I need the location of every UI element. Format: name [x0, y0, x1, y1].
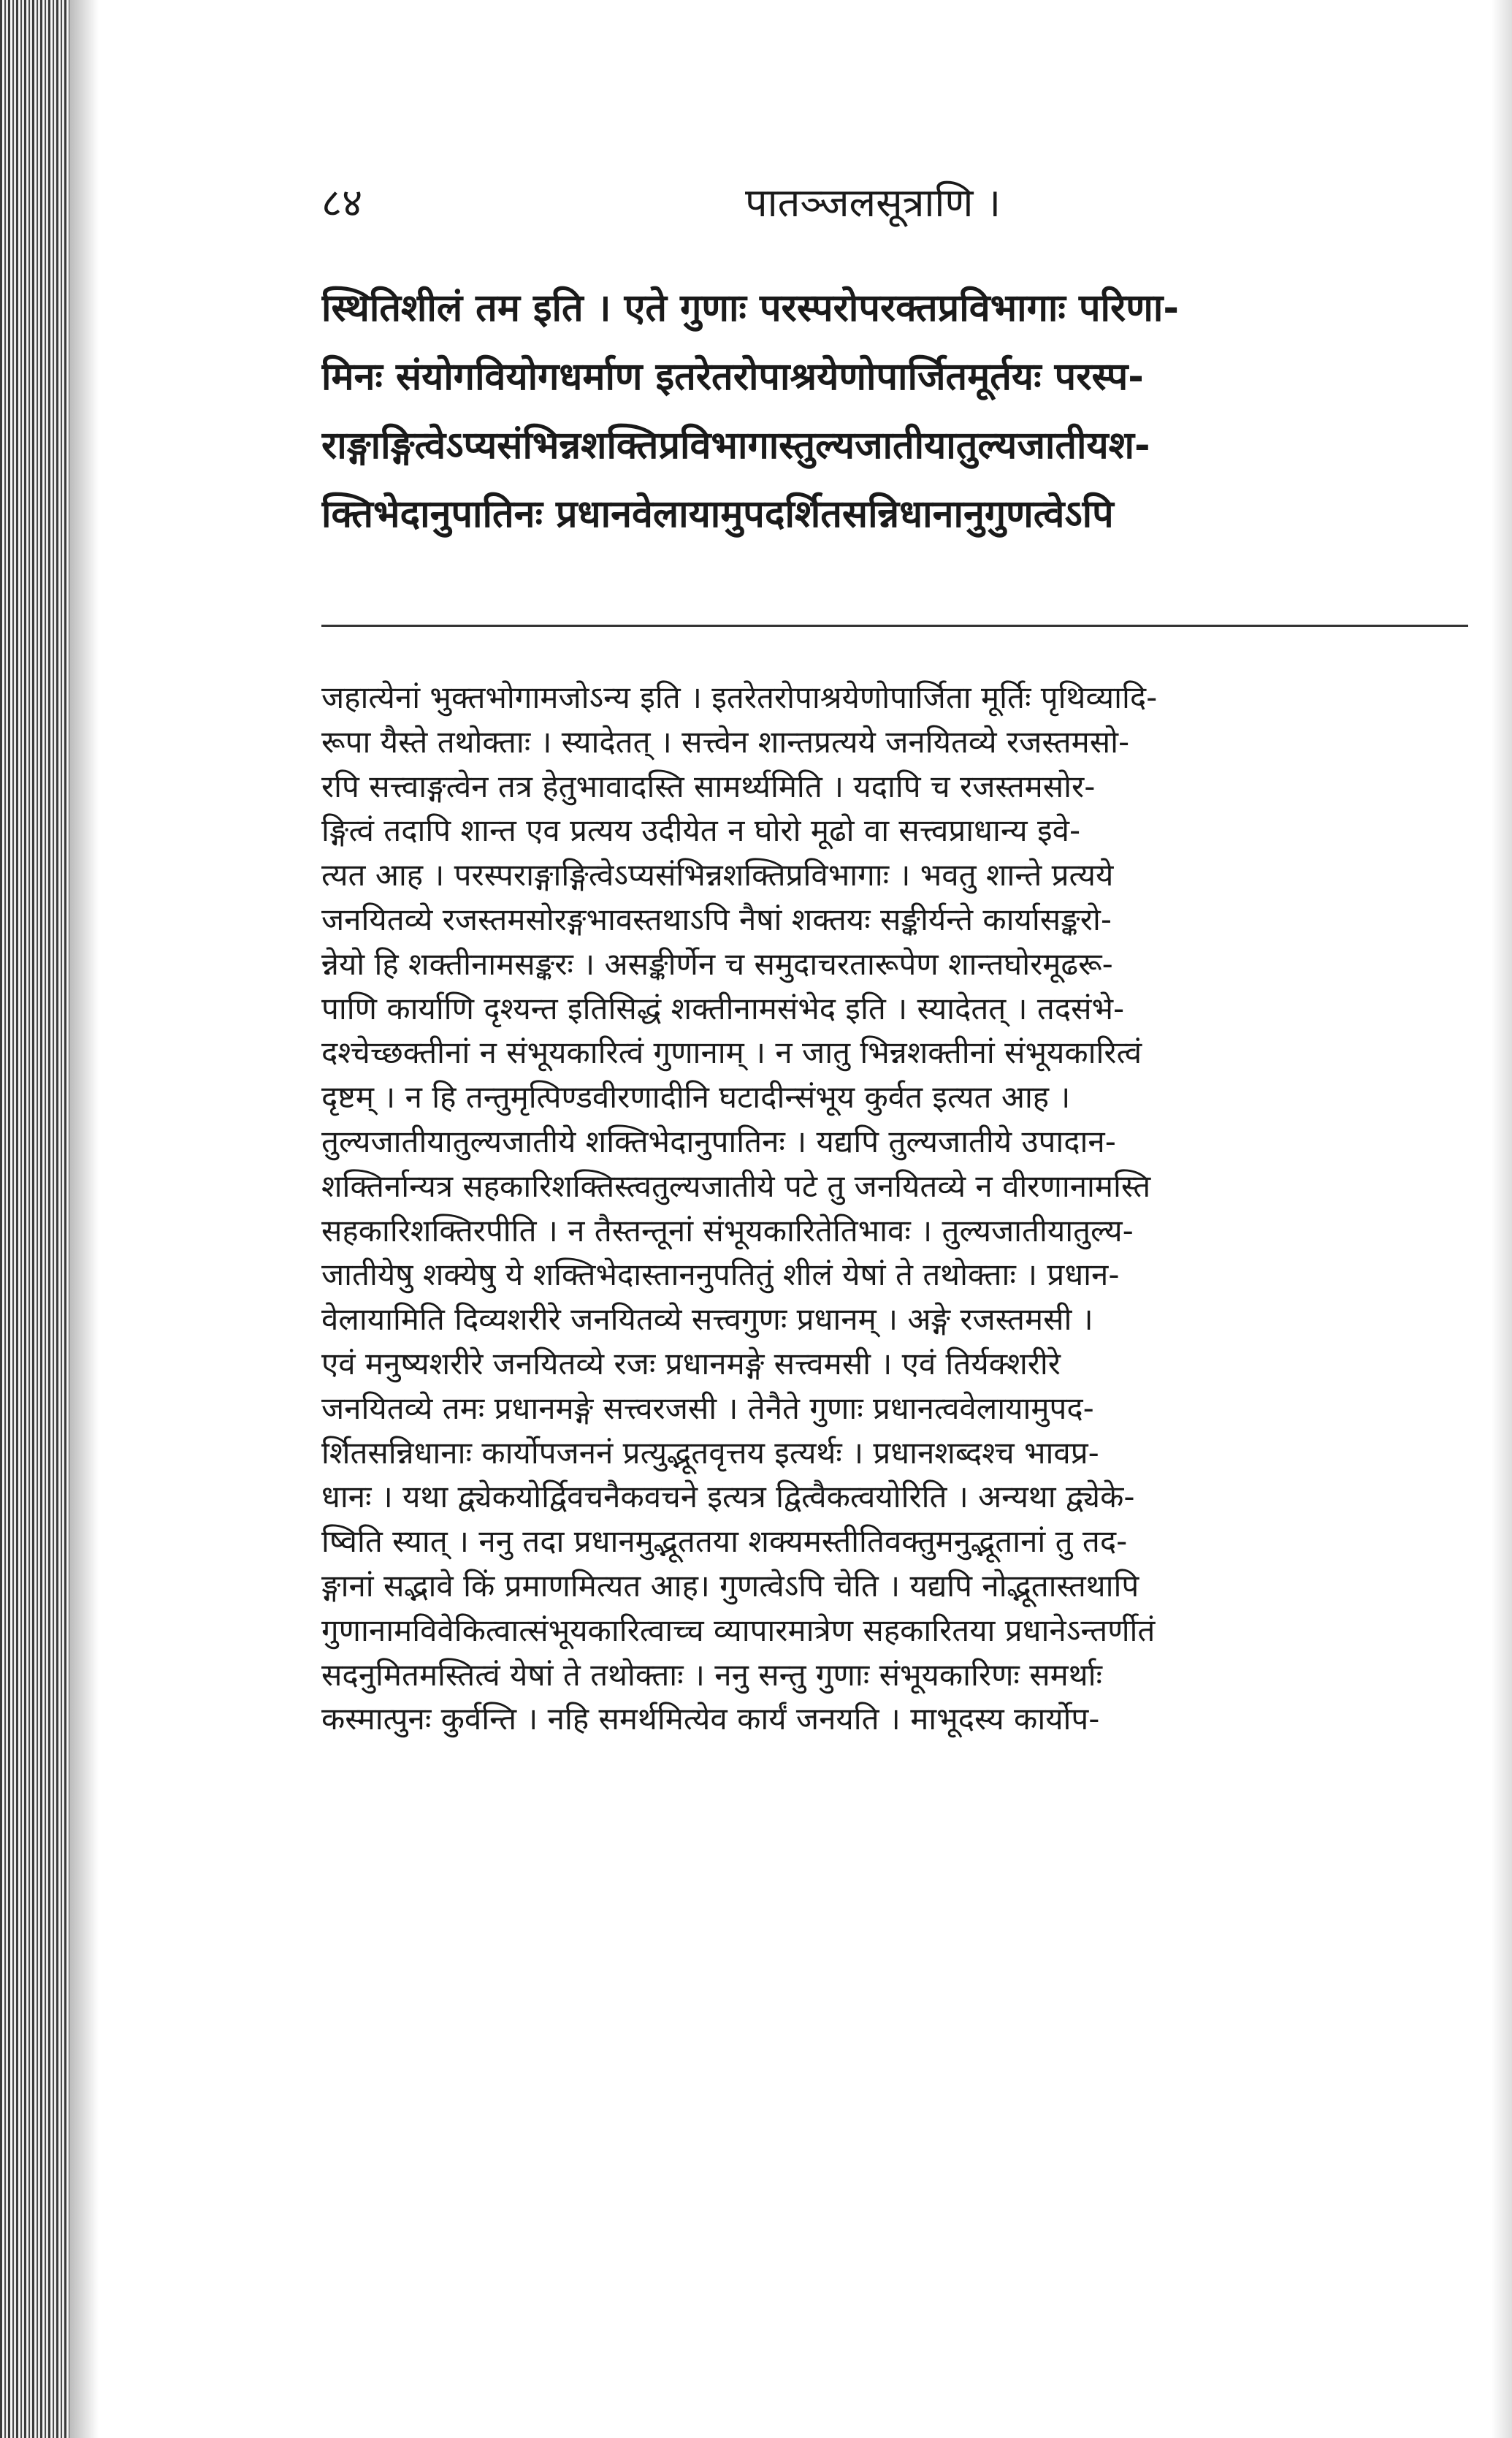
commentary-line: ङ्गानां सद्भावे किं प्रमाणमित्यत आह। गुणत्वेऽपि चेति । यद्यपि नोद्भूतास्तथापि	[321, 1567, 1139, 1604]
page-right-edge	[1492, 0, 1512, 2438]
page-number: ८४	[321, 180, 363, 226]
section-divider	[321, 625, 1468, 627]
commentary-line: तुल्यजातीयातुल्यजातीये शक्तिभेदानुपातिनः । यद्यपि तुल्यजातीये उपादान-	[321, 1123, 1116, 1159]
commentary-line: धानः । यथा द्व्येकयोर्द्विवचनैकवचने इत्यत्र द्वित्वैकत्वयोरिति । अन्यथा द्व्येके-	[321, 1479, 1135, 1515]
commentary-line: जनयितव्ये तमः प्रधानमङ्गे सत्त्वरजसी । तेनैते गुणाः प्रधानत्ववेलायामुपद-	[321, 1390, 1094, 1426]
sutra-text-block	[321, 274, 1468, 549]
commentary-line: रपि सत्त्वाङ्गत्वेन तत्र हेतुभावादस्ति सामर्थ्यमिति । यदापि च रजस्तमसोर-	[321, 768, 1096, 804]
commentary-line: ष्विति स्यात् । ननु तदा प्रधानमुद्भूततया शक्यमस्तीतिवक्तुमनुद्भूतानां तु तद-	[321, 1523, 1128, 1560]
gutter-shadow	[69, 0, 99, 2438]
commentary-line: शक्तिर्नान्यत्र सहकारिशक्तिस्त्वतुल्यजातीये पटे तु जनयितव्ये न वीरणानामस्ति	[321, 1167, 1151, 1204]
page-header	[321, 174, 1461, 240]
commentary-line: दश्चेच्छक्तीनां न संभूयकारित्वं गुणानाम् । न जातु भिन्नशक्तीनां संभूयकारित्वं	[321, 1035, 1142, 1071]
sutra-line: स्थितिशीलं तम इति । एते गुणाः परस्परोपरक्तप्रविभागाः परिणा-	[321, 286, 1179, 330]
commentary-line: जनयितव्ये रजस्तमसोरङ्गभावस्तथाऽपि नैषां शक्तयः सङ्कीर्यन्ते कार्यासङ्करो-	[321, 901, 1112, 937]
sutra-line: राङ्गाङ्गित्वेऽप्यसंभिन्नशक्तिप्रविभागास्तुल्यजातीयातुल्यजातीयश-	[321, 424, 1150, 468]
commentary-line: कस्मात्पुनः कुर्वन्ति । नहि समर्थमित्येव कार्यं जनयति । माभूदस्य कार्योप-	[321, 1701, 1100, 1737]
commentary-line: रूपा यैस्ते तथोक्ताः । स्यादेतत् । सत्त्वेन शान्तप्रत्यये जनयितव्ये रजस्तमसो-	[321, 723, 1130, 760]
sutra-line: क्तिभेदानुपातिनः प्रधानवेलायामुपदर्शितसन्निधानानुगुणत्वेऽपि	[321, 492, 1114, 536]
sutra-line: मिनः संयोगवियोगधर्माण इतरेतरोपाश्रयेणोपार्जितमूर्तयः परस्प-	[321, 355, 1144, 399]
commentary-line: एवं मनुष्यशरीरे जनयितव्ये रजः प्रधानमङ्गे सत्त्वमसी । एवं तिर्यक्शरीरे	[321, 1345, 1061, 1382]
commentary-line: सदनुमितमस्तित्वं येषां ते तथोक्ताः । ननु सन्तु गुणाः संभूयकारिणः समर्थाः	[321, 1656, 1102, 1693]
commentary-line: गुणानामविवेकित्वात्संभूयकारित्वाच्च व्यापारमात्रेण सहकारितया प्रधानेऽन्तर्णीतं	[321, 1612, 1156, 1648]
commentary-line: पाणि कार्याणि दृश्यन्त इतिसिद्धं शक्तीनामसंभेद इति । स्यादेतत् । तदसंभे-	[321, 990, 1125, 1026]
commentary-line: ङ्गित्वं तदापि शान्त एव प्रत्यय उदीयेत न घोरो मूढो वा सत्त्वप्राधान्य इवे-	[321, 812, 1081, 849]
commentary-line: र्शितसन्निधानाः कार्योपजननं प्रत्युद्भूतवृत्तय इत्यर्थः । प्रधानशब्दश्च भावप्र-	[321, 1434, 1099, 1471]
commentary-text-block	[321, 676, 1483, 1742]
commentary-line: न्नेयो हि शक्तीनामसङ्करः । असङ्कीर्णेन च समुदाचरतारूपेण शान्तघोरमूढरू-	[321, 945, 1113, 982]
running-title: पातञ्जलसूत्राणि ।	[745, 180, 1001, 226]
book-binding-edge	[0, 0, 69, 2438]
commentary-line: जहात्येनां भुक्तभोगामजोऽन्य इति । इतरेतरोपाश्रयेणोपार्जिता मूर्तिः पृथिव्यादि-	[321, 679, 1158, 715]
commentary-line: दृष्टम् । न हि तन्तुमृत्पिण्डवीरणादीनि घटादीन्संभूय कुर्वत इत्यत आह ।	[321, 1079, 1071, 1116]
commentary-line: त्यत आह । परस्पराङ्गाङ्गित्वेऽप्यसंभिन्नशक्तिप्रविभागाः । भवतु शान्ते प्रत्यये	[321, 857, 1114, 894]
commentary-line: सहकारिशक्तिरपीति । न तैस्तन्तूनां संभूयकारितेतिभावः । तुल्यजातीयातुल्य-	[321, 1212, 1134, 1249]
commentary-line: वेलायामिति दिव्यशरीरे जनयितव्ये सत्त्वगुणः प्रधानम् । अङ्गे रजस्तमसी ।	[321, 1301, 1093, 1338]
commentary-line: जातीयेषु शक्येषु ये शक्तिभेदास्ताननुपतितुं शीलं येषां ते तथोक्ताः । प्रधान-	[321, 1257, 1120, 1293]
